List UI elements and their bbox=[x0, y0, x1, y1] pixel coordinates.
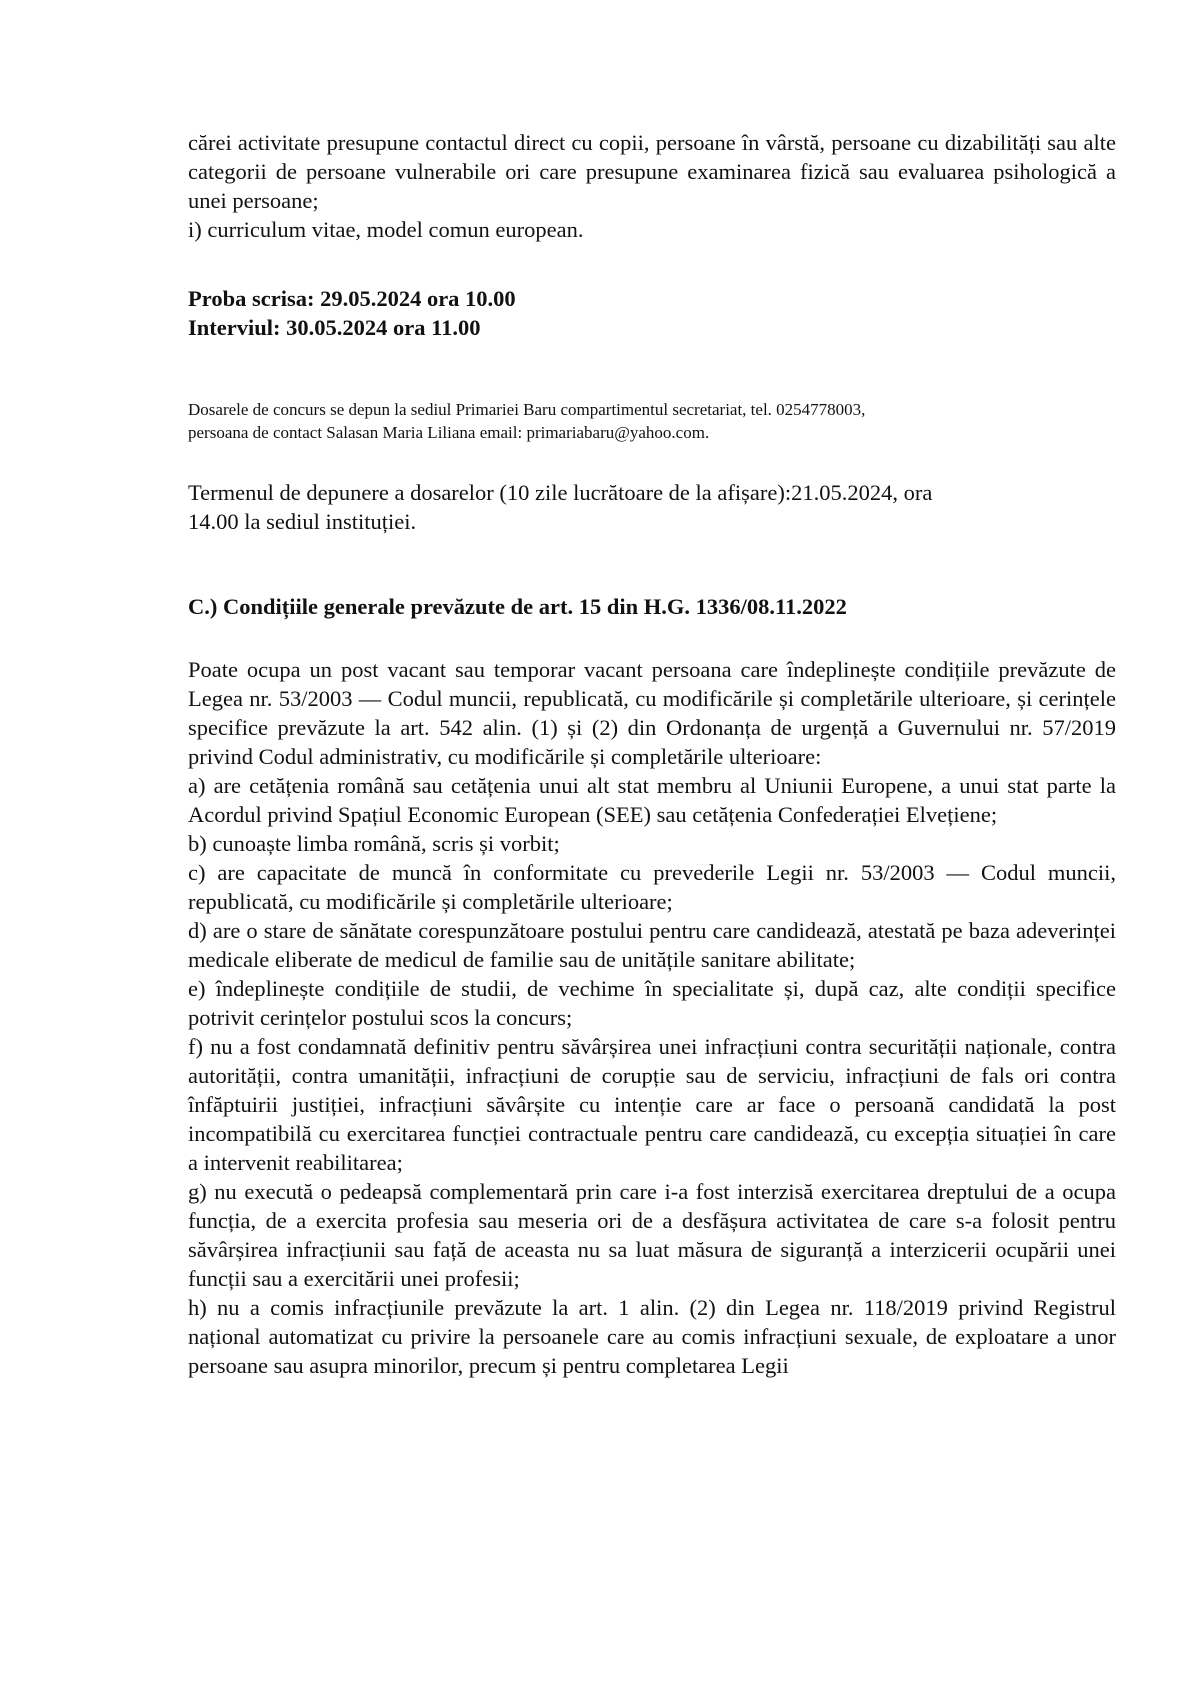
spacer bbox=[188, 621, 1116, 655]
spacer bbox=[188, 444, 1116, 478]
deadline-line-2: 14.00 la sediul instituției. bbox=[188, 509, 417, 534]
condition-f: f) nu a fost condamnată definitiv pentru săvârșirea unei infracțiuni contra securității naționale, contra autorității, contra umanității, infracțiuni de corupție sau de serviciu, infracțiuni de fals ori contra înfăptuirii justiției, infracțiuni săvârșite cu intenție care ar face o persoană candidată la post incompatibilă cu exercitarea funcției contractuale pentru care candidează, cu excepția situației în care a intervenit reabilitarea; bbox=[188, 1034, 1116, 1175]
section-c-heading: C.) Condițiile generale prevăzute de art. 15 din H.G. 1336/08.11.2022 bbox=[188, 594, 847, 619]
item-i: i) curriculum vitae, model comun european. bbox=[188, 217, 584, 242]
spacer bbox=[188, 342, 1116, 398]
contact-line-2: persoana de contact Salasan Maria Liliana email: primariabaru@yahoo.com. bbox=[188, 423, 710, 442]
document-page bbox=[188, 128, 1116, 1380]
condition-b: b) cunoaște limba română, scris și vorbit; bbox=[188, 831, 560, 856]
section-c-intro: Poate ocupa un post vacant sau temporar vacant persoana care îndeplinește condițiile prevăzute de Legea nr. 53/2003 — Codul muncii, republicată, cu modificările și completările ulterioare, și cerințele specifice prevăzute la art. 542 alin. (1) și (2) din Ordonanța de urgență a Guvernului nr. 57/2019 privind Codul administrativ, cu modificările și completările ulterioare: bbox=[188, 657, 1116, 769]
condition-e: e) îndeplinește condițiile de studii, de vechime în specialitate și, după caz, alte condiții specifice potrivit cerințelor postului scos la concurs; bbox=[188, 976, 1116, 1030]
condition-a: a) are cetățenia română sau cetățenia unui alt stat membru al Uniunii Europene, a unui stat parte la Acordul privind Spațiul Economic European (SEE) sau cetățenia Confederației Elvețiene; bbox=[188, 773, 1116, 827]
condition-c: c) are capacitate de muncă în conformitate cu prevederile Legii nr. 53/2003 — Codul muncii, republicată, cu modificările și completările ulterioare; bbox=[188, 860, 1116, 914]
condition-h: h) nu a comis infracțiunile prevăzute la art. 1 alin. (2) din Legea nr. 118/2019 privind Registrul național automatizat cu privire la persoanele care au comis infracțiuni sexuale, de exploatare a unor persoane sau asupra minorilor, precum și pentru completarea Legii bbox=[188, 1295, 1116, 1378]
intro-paragraph: cărei activitate presupune contactul direct cu copii, persoane în vârstă, persoane cu dizabilități sau alte categorii de persoane vulnerabile ori care presupune examinarea fizică sau evaluarea psihologică a unei persoane; bbox=[188, 130, 1116, 213]
contact-line-1: Dosarele de concurs se depun la sediul Primariei Baru compartimentul secretariat, tel. 0254778003, bbox=[188, 400, 866, 419]
condition-g: g) nu execută o pedeapsă complementară prin care i-a fost interzisă exercitarea dreptului de a ocupa funcția, de a exercita profesia sau meseria ori de a desfășura activitatea de care s-a folosit pentru săvârșirea infracțiunii sau față de aceasta nu sa luat măsura de siguranță a interzicerii ocupării unei funcții sau a exercitării unei profesii; bbox=[188, 1179, 1116, 1291]
interview-date: Interviul: 30.05.2024 ora 11.00 bbox=[188, 315, 481, 340]
spacer bbox=[188, 244, 1116, 284]
spacer bbox=[188, 536, 1116, 592]
written-exam-date: Proba scrisa: 29.05.2024 ora 10.00 bbox=[188, 286, 516, 311]
condition-d: d) are o stare de sănătate corespunzătoare postului pentru care candidează, atestată pe baza adeverinței medicale eliberate de medicul de familie sau de unitățile sanitare abilitate; bbox=[188, 918, 1116, 972]
deadline-line-1: Termenul de depunere a dosarelor (10 zile lucrătoare de la afișare):21.05.2024, ora bbox=[188, 480, 933, 505]
